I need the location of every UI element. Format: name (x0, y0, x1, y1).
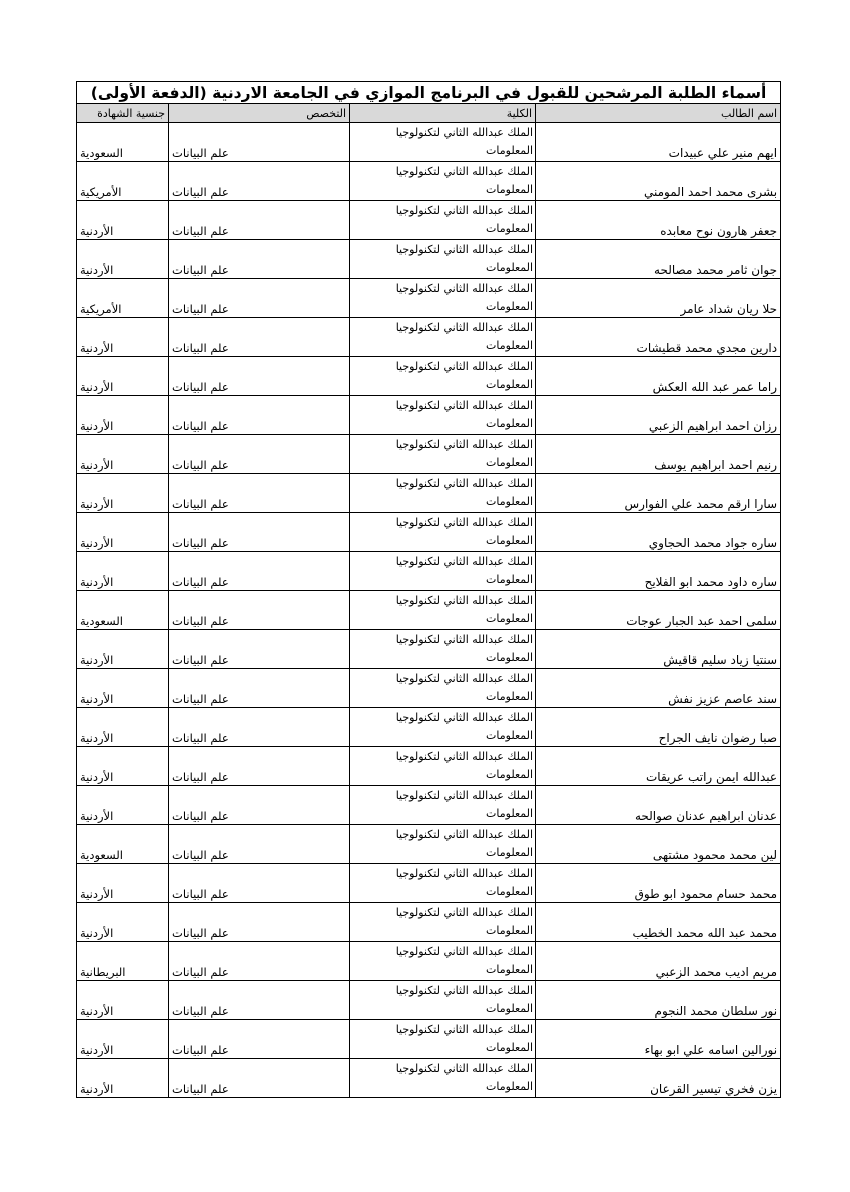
nationality-cell: الأردنية (77, 396, 169, 435)
college-cell (350, 552, 536, 591)
table-row (77, 318, 781, 357)
college-line-2: المعلومات (486, 1040, 534, 1054)
college-line-1: الملك عبدالله الثاني لتكنولوجيا (395, 788, 534, 802)
student-name: سارا ارقم محمد علي الفوارس (536, 474, 781, 513)
college-line-2: المعلومات (486, 221, 534, 235)
college-line-1: الملك عبدالله الثاني لتكنولوجيا (395, 593, 534, 607)
nationality-cell: البريطانية (77, 942, 169, 981)
major-cell: علم البيانات (169, 162, 350, 201)
table-row (77, 474, 781, 513)
college-line-1: الملك عبدالله الثاني لتكنولوجيا (395, 866, 534, 880)
college-line-1: الملك عبدالله الثاني لتكنولوجيا (395, 125, 534, 139)
table-row (77, 786, 781, 825)
table-row (77, 240, 781, 279)
college-line-1: الملك عبدالله الثاني لتكنولوجيا (395, 1022, 534, 1036)
college-line-1: الملك عبدالله الثاني لتكنولوجيا (395, 515, 534, 529)
table-row (77, 279, 781, 318)
table-row (77, 357, 781, 396)
major-cell: علم البيانات (169, 435, 350, 474)
nationality-cell: السعودية (77, 825, 169, 864)
college-line-1: الملك عبدالله الثاني لتكنولوجيا (395, 437, 534, 451)
college-line-1: الملك عبدالله الثاني لتكنولوجيا (395, 281, 534, 295)
major-cell: علم البيانات (169, 513, 350, 552)
nationality-cell: الأردنية (77, 747, 169, 786)
college-line-2: المعلومات (486, 455, 534, 469)
table-row (77, 1059, 781, 1098)
student-name: محمد عبد الله محمد الخطيب (536, 903, 781, 942)
table-row (77, 903, 781, 942)
college-line-1: الملك عبدالله الثاني لتكنولوجيا (395, 710, 534, 724)
student-name: سند عاصم عزيز نفش (536, 669, 781, 708)
college-line-1: الملك عبدالله الثاني لتكنولوجيا (395, 398, 534, 412)
nationality-cell: الأمريكية (77, 162, 169, 201)
table-row (77, 435, 781, 474)
college-line-1: الملك عبدالله الثاني لتكنولوجيا (395, 242, 534, 256)
college-line-2: المعلومات (486, 1079, 534, 1093)
college-line-1: الملك عبدالله الثاني لتكنولوجيا (395, 1061, 534, 1075)
nationality-cell: الأردنية (77, 1020, 169, 1059)
student-name: جعفر هارون نوح معابده (536, 201, 781, 240)
college-line-1: الملك عبدالله الثاني لتكنولوجيا (395, 359, 534, 373)
document-sheet (76, 81, 780, 1098)
table-row (77, 123, 781, 162)
nationality-cell: الأردنية (77, 903, 169, 942)
college-line-2: المعلومات (486, 260, 534, 274)
table-row (77, 825, 781, 864)
student-name: حلا ريان شداد عامر (536, 279, 781, 318)
student-name: نور سلطان محمد النجوم (536, 981, 781, 1020)
college-line-1: الملك عبدالله الثاني لتكنولوجيا (395, 983, 534, 997)
college-line-2: المعلومات (486, 884, 534, 898)
college-line-2: المعلومات (486, 299, 534, 313)
header-row (77, 104, 781, 123)
student-name: مريم اديب محمد الزعبي (536, 942, 781, 981)
major-cell: علم البيانات (169, 825, 350, 864)
college-cell (350, 942, 536, 981)
nationality-cell: الأردنية (77, 240, 169, 279)
student-name: ايهم منير علي عبيدات (536, 123, 781, 162)
major-cell: علم البيانات (169, 669, 350, 708)
major-cell: علم البيانات (169, 279, 350, 318)
nationality-cell: الأردنية (77, 708, 169, 747)
title-row (77, 82, 781, 104)
student-name: جوان ثامر محمد مصالحه (536, 240, 781, 279)
college-cell (350, 669, 536, 708)
major-cell: علم البيانات (169, 357, 350, 396)
nationality-cell: الأردنية (77, 318, 169, 357)
college-cell (350, 162, 536, 201)
college-cell (350, 435, 536, 474)
table-row (77, 552, 781, 591)
column-header-name: اسم الطالب (536, 104, 781, 123)
college-line-2: المعلومات (486, 572, 534, 586)
college-line-2: المعلومات (486, 728, 534, 742)
college-line-2: المعلومات (486, 1001, 534, 1015)
student-name: عبدالله ايمن راتب عريقات (536, 747, 781, 786)
nationality-cell: السعودية (77, 123, 169, 162)
table-body (77, 123, 781, 1098)
college-line-2: المعلومات (486, 533, 534, 547)
college-line-2: المعلومات (486, 377, 534, 391)
major-cell: علم البيانات (169, 591, 350, 630)
college-line-2: المعلومات (486, 962, 534, 976)
student-name: دارين مجدي محمد قطيشات (536, 318, 781, 357)
table-row (77, 747, 781, 786)
nationality-cell: الأردنية (77, 981, 169, 1020)
major-cell: علم البيانات (169, 903, 350, 942)
major-cell: علم البيانات (169, 396, 350, 435)
nationality-cell: الأردنية (77, 786, 169, 825)
college-line-1: الملك عبدالله الثاني لتكنولوجيا (395, 320, 534, 334)
college-line-2: المعلومات (486, 338, 534, 352)
college-cell (350, 708, 536, 747)
page-title: أسماء الطلبة المرشحين للقبول في البرنامج الموازي في الجامعة الاردنية (الدفعة الأولى) (77, 82, 781, 104)
college-line-1: الملك عبدالله الثاني لتكنولوجيا (395, 203, 534, 217)
college-line-1: الملك عبدالله الثاني لتكنولوجيا (395, 944, 534, 958)
college-line-2: المعلومات (486, 689, 534, 703)
nationality-cell: الأردنية (77, 552, 169, 591)
college-line-2: المعلومات (486, 923, 534, 937)
nationality-cell: الأردنية (77, 357, 169, 396)
nationality-cell: الأردنية (77, 864, 169, 903)
college-line-2: المعلومات (486, 806, 534, 820)
college-line-1: الملك عبدالله الثاني لتكنولوجيا (395, 164, 534, 178)
college-line-2: المعلومات (486, 650, 534, 664)
table-row (77, 1020, 781, 1059)
table-row (77, 396, 781, 435)
college-cell (350, 513, 536, 552)
table-row (77, 591, 781, 630)
table-row (77, 669, 781, 708)
college-cell (350, 903, 536, 942)
student-name: محمد حسام محمود ابو طوق (536, 864, 781, 903)
college-cell (350, 786, 536, 825)
college-cell (350, 240, 536, 279)
college-cell (350, 474, 536, 513)
college-line-1: الملك عبدالله الثاني لتكنولوجيا (395, 749, 534, 763)
college-cell (350, 747, 536, 786)
college-cell (350, 630, 536, 669)
college-cell (350, 825, 536, 864)
major-cell: علم البيانات (169, 552, 350, 591)
students-table (76, 81, 781, 1098)
student-name: نورالين اسامه علي ابو بهاء (536, 1020, 781, 1059)
college-cell (350, 123, 536, 162)
table-row (77, 942, 781, 981)
table-row (77, 513, 781, 552)
student-name: ساره داود محمد ابو الفلايح (536, 552, 781, 591)
student-name: صبا رضوان نايف الجراح (536, 708, 781, 747)
college-line-2: المعلومات (486, 416, 534, 430)
major-cell: علم البيانات (169, 240, 350, 279)
college-line-2: المعلومات (486, 143, 534, 157)
college-line-2: المعلومات (486, 182, 534, 196)
student-name: سلمى احمد عبد الجبار عوجات (536, 591, 781, 630)
student-name: عدنان ابراهيم عدنان صوالحه (536, 786, 781, 825)
nationality-cell: الأردنية (77, 513, 169, 552)
major-cell: علم البيانات (169, 981, 350, 1020)
college-line-2: المعلومات (486, 845, 534, 859)
major-cell: علم البيانات (169, 474, 350, 513)
column-header-major: التخصص (169, 104, 350, 123)
student-name: رزان احمد ابراهيم الزعبي (536, 396, 781, 435)
table-row (77, 201, 781, 240)
major-cell: علم البيانات (169, 708, 350, 747)
college-line-2: المعلومات (486, 494, 534, 508)
major-cell: علم البيانات (169, 942, 350, 981)
college-cell (350, 201, 536, 240)
student-name: رنيم احمد ابراهيم يوسف (536, 435, 781, 474)
college-cell (350, 1059, 536, 1098)
college-line-1: الملك عبدالله الثاني لتكنولوجيا (395, 827, 534, 841)
nationality-cell: الأردنية (77, 474, 169, 513)
table-row (77, 981, 781, 1020)
college-line-1: الملك عبدالله الثاني لتكنولوجيا (395, 905, 534, 919)
student-name: بشرى محمد احمد المومني (536, 162, 781, 201)
nationality-cell: الأردنية (77, 201, 169, 240)
college-cell (350, 864, 536, 903)
nationality-cell: السعودية (77, 591, 169, 630)
major-cell: علم البيانات (169, 201, 350, 240)
table-row (77, 630, 781, 669)
nationality-cell: الأمريكية (77, 279, 169, 318)
major-cell: علم البيانات (169, 786, 350, 825)
student-name: لين محمد محمود مشتهى (536, 825, 781, 864)
table-row (77, 864, 781, 903)
college-cell (350, 981, 536, 1020)
nationality-cell: الأردنية (77, 435, 169, 474)
college-cell (350, 396, 536, 435)
major-cell: علم البيانات (169, 747, 350, 786)
student-name: سنتيا زياد سليم قاقيش (536, 630, 781, 669)
student-name: يزن فخري تيسير القرعان (536, 1059, 781, 1098)
nationality-cell: الأردنية (77, 1059, 169, 1098)
column-header-nationality: جنسية الشهادة (77, 104, 169, 123)
student-name: ساره جواد محمد الحجاوي (536, 513, 781, 552)
college-cell (350, 279, 536, 318)
college-cell (350, 591, 536, 630)
major-cell: علم البيانات (169, 864, 350, 903)
college-cell (350, 357, 536, 396)
college-line-1: الملك عبدالله الثاني لتكنولوجيا (395, 554, 534, 568)
college-cell (350, 1020, 536, 1059)
column-header-college: الكلية (350, 104, 536, 123)
nationality-cell: الأردنية (77, 630, 169, 669)
college-line-2: المعلومات (486, 611, 534, 625)
college-cell (350, 318, 536, 357)
student-name: راما عمر عبد الله العكش (536, 357, 781, 396)
college-line-2: المعلومات (486, 767, 534, 781)
major-cell: علم البيانات (169, 1059, 350, 1098)
major-cell: علم البيانات (169, 318, 350, 357)
college-line-1: الملك عبدالله الثاني لتكنولوجيا (395, 671, 534, 685)
nationality-cell: الأردنية (77, 669, 169, 708)
major-cell: علم البيانات (169, 1020, 350, 1059)
major-cell: علم البيانات (169, 123, 350, 162)
college-line-1: الملك عبدالله الثاني لتكنولوجيا (395, 632, 534, 646)
table-row (77, 708, 781, 747)
major-cell: علم البيانات (169, 630, 350, 669)
college-line-1: الملك عبدالله الثاني لتكنولوجيا (395, 476, 534, 490)
table-row (77, 162, 781, 201)
